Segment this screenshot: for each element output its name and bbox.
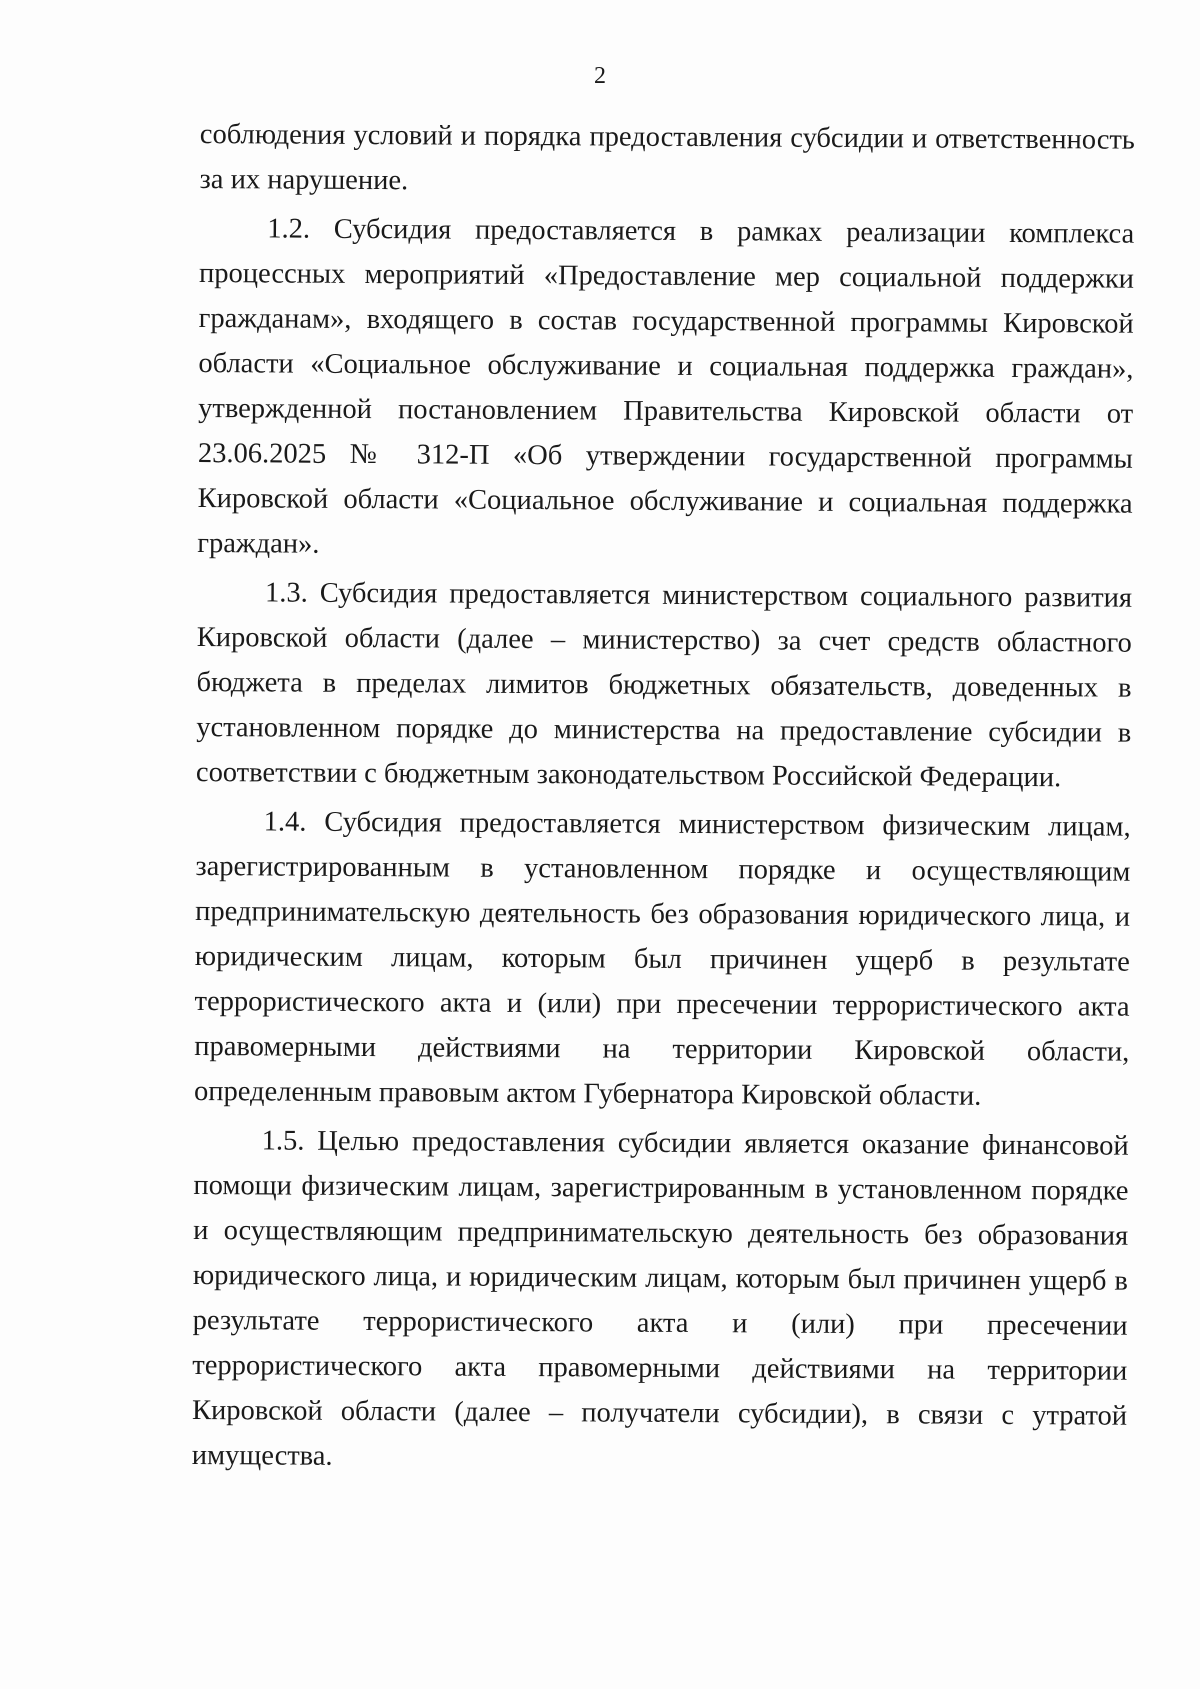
- paragraph-1-2: 1.2. Субсидия предоставляется в рамках реализации комплекса процессных мероприятий «Предоставление мер социальной поддержки гражданам», входящего в состав государственной программы Кировской области «Социальное обслуживание и социальная поддержка граждан», утвержденной постановлением Правительства Кировской области от 23.06.2025 № 312-П «Об утверждении государственной программы Кировской области «Социальное обслуживание и социальная поддержка граждан».: [197, 213, 1135, 560]
- paragraph-continuation: соблюдения условий и порядка предоставления субсидии и ответственность за их нарушение.: [199, 118, 1135, 197]
- paragraph-1-3: 1.3. Субсидия предоставляется министерством социального развития Кировской области (далее – министерство) за счет средств областного бюджета в пределах лимитов бюджетных обязательств, доведенных в установленном порядке до министерства на предоставление субсидии в соответствии с бюджетным законодательством Российской Федерации.: [195, 577, 1133, 794]
- paragraph-1-5: 1.5. Целью предоставления субсидии является оказание финансовой помощи физическим лицам, зарегистрированным в установленном порядке и осуществляющим предпринимательскую деятельность без образования юридического лица, и юридическим лицам, которым был причинен ущерб в результате террористического акта и (или) при пресечении террористического акта правомерными действиями на территории Кировской области (далее – получатели субсидии), в связи с утратой имущества.: [191, 1125, 1129, 1472]
- page-number: 2: [594, 63, 606, 89]
- paragraph-1-4: 1.4. Субсидия предоставляется министерством физическим лицам, зарегистрированным в установленном порядке и осуществляющим предпринимательскую деятельность без образования юридического лица, и юридическим лицам, которым был причинен ущерб в результате террористического акта и (или) при пресечении террористического акта правомерными действиями на территории Кировской области, определенным правовым актом Губернатора Кировской области.: [193, 806, 1131, 1112]
- document-body: [192, 112, 1135, 1488]
